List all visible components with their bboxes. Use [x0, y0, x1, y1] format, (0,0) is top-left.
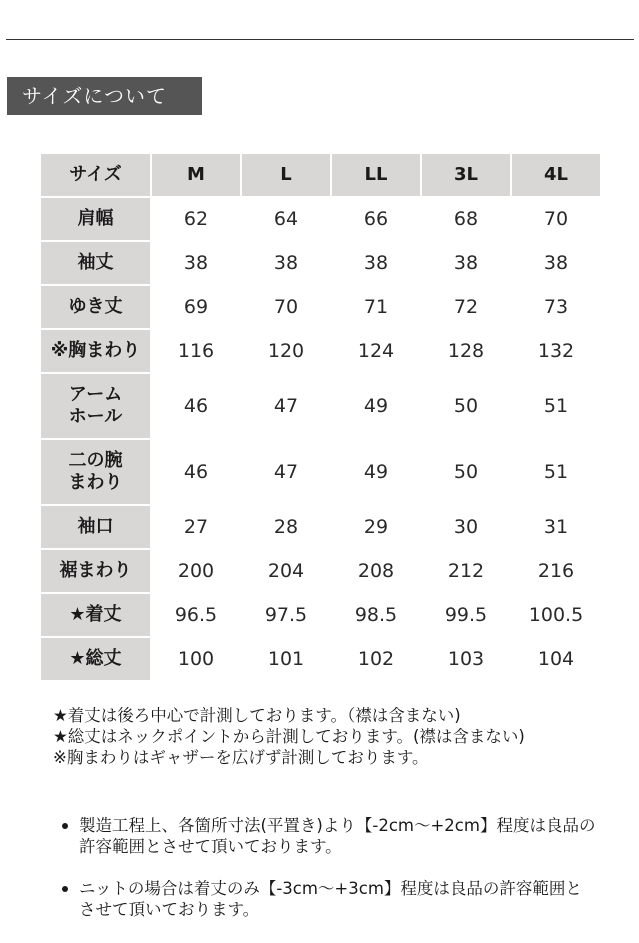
header-cell: 3L: [422, 154, 510, 196]
table-cell: 128: [422, 330, 510, 372]
bullet-icon: [62, 886, 68, 892]
section-title: サイズについて: [7, 77, 202, 115]
header-cell: 4L: [512, 154, 600, 196]
table-cell: 99.5: [422, 594, 510, 636]
table-cell: 29: [332, 506, 420, 548]
table-cell: 116: [152, 330, 240, 372]
row-label: 二の腕 まわり: [41, 440, 150, 504]
table-cell: 70: [242, 286, 330, 328]
table-cell: 124: [332, 330, 420, 372]
table-cell: 103: [422, 638, 510, 680]
table-row: [41, 286, 600, 328]
table-cell: 98.5: [332, 594, 420, 636]
table-row: [41, 198, 600, 240]
table-cell: 38: [242, 242, 330, 284]
list-item-text: 製造工程上、各箇所寸法(平置き)より【-2cm～+2cm】程度は良品の許容範囲とさせて頂いております。: [79, 816, 596, 856]
table-cell: 64: [242, 198, 330, 240]
table-row: [41, 440, 600, 504]
table-cell: 31: [512, 506, 600, 548]
table-cell: 212: [422, 550, 510, 592]
table-cell: 100: [152, 638, 240, 680]
table-row: [41, 330, 600, 372]
table-cell: 204: [242, 550, 330, 592]
table-cell: 47: [242, 374, 330, 438]
table-cell: 73: [512, 286, 600, 328]
table-cell: 38: [152, 242, 240, 284]
header-cell: LL: [332, 154, 420, 196]
row-label: 裾まわり: [41, 550, 150, 592]
row-label: 袖口: [41, 506, 150, 548]
table-cell: 70: [512, 198, 600, 240]
table-cell: 200: [152, 550, 240, 592]
note-line: ★総丈はネックポイントから計測しております。(襟は含まない): [53, 727, 525, 746]
table-row: [41, 594, 600, 636]
row-label: アーム ホール: [41, 374, 150, 438]
row-label: 袖丈: [41, 242, 150, 284]
table-cell: 208: [332, 550, 420, 592]
list-item: [53, 815, 598, 857]
table-row: [41, 638, 600, 680]
size-table: [39, 152, 602, 682]
table-cell: 132: [512, 330, 600, 372]
table-cell: 102: [332, 638, 420, 680]
table-cell: 120: [242, 330, 330, 372]
row-label: ★着丈: [41, 594, 150, 636]
table-cell: 46: [152, 440, 240, 504]
table-cell: 72: [422, 286, 510, 328]
table-cell: 38: [422, 242, 510, 284]
table-cell: 49: [332, 440, 420, 504]
top-divider: [6, 39, 634, 40]
table-cell: 101: [242, 638, 330, 680]
table-row: [41, 242, 600, 284]
row-label: ※胸まわり: [41, 330, 150, 372]
note-line: ★着丈は後ろ中心で計測しております。（襟は含まない): [53, 706, 461, 725]
table-row: [41, 506, 600, 548]
table-cell: 216: [512, 550, 600, 592]
header-cell: M: [152, 154, 240, 196]
table-cell: 51: [512, 374, 600, 438]
list-item: [53, 878, 598, 920]
note-line: ※胸まわりはギャザーを広げず計測しております。: [53, 748, 429, 767]
header-cell: L: [242, 154, 330, 196]
table-cell: 27: [152, 506, 240, 548]
table-cell: 46: [152, 374, 240, 438]
table-cell: 71: [332, 286, 420, 328]
row-label: 肩幅: [41, 198, 150, 240]
table-header-row: [41, 154, 600, 196]
list-item-text: ニットの場合は着丈のみ【-3cm～+3cm】程度は良品の許容範囲とさせて頂いております。: [79, 879, 582, 919]
table-row: [41, 550, 600, 592]
table-cell: 30: [422, 506, 510, 548]
table-cell: 51: [512, 440, 600, 504]
table-cell: 66: [332, 198, 420, 240]
header-cell: サイズ: [41, 154, 150, 196]
table-body: [41, 198, 600, 680]
tolerance-list: [53, 815, 598, 941]
table-cell: 28: [242, 506, 330, 548]
table-cell: 62: [152, 198, 240, 240]
table-cell: 38: [512, 242, 600, 284]
table-cell: 97.5: [242, 594, 330, 636]
row-label: ★総丈: [41, 638, 150, 680]
table-cell: 50: [422, 374, 510, 438]
table-cell: 50: [422, 440, 510, 504]
table-cell: 68: [422, 198, 510, 240]
bullet-icon: [62, 823, 68, 829]
table-row: [41, 374, 600, 438]
table-cell: 69: [152, 286, 240, 328]
table-cell: 38: [332, 242, 420, 284]
row-label: ゆき丈: [41, 286, 150, 328]
table-cell: 100.5: [512, 594, 600, 636]
table-cell: 49: [332, 374, 420, 438]
measurement-notes: [53, 705, 593, 768]
table-cell: 96.5: [152, 594, 240, 636]
table-cell: 47: [242, 440, 330, 504]
table-cell: 104: [512, 638, 600, 680]
